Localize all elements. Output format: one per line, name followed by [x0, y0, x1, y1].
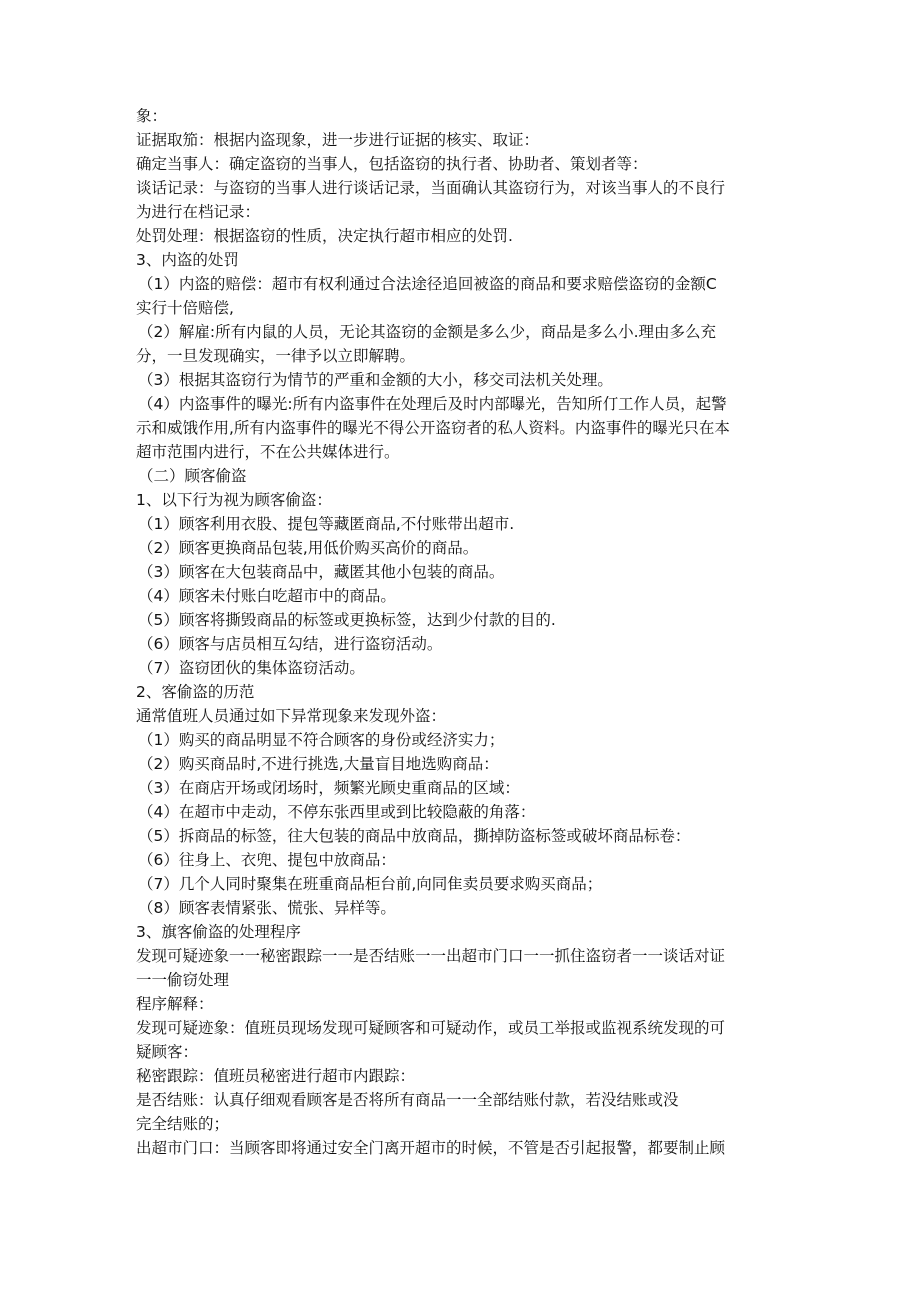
section-heading: 3、旗客偷盗的处理程序 — [136, 923, 301, 941]
list-item: （4）顾客未付账白吃超市中的商品。 — [138, 587, 396, 605]
text-line: 实行十倍赔偿, — [136, 299, 234, 317]
list-item: （5）拆商品的标签，往大包装的商品中放商品，撕掉防盗标签或破坏商品标卷： — [138, 827, 691, 845]
text-line: 是否结账：认真仔细观看顾客是否将所有商品一一全部结账付款，若没结账或没 — [136, 1091, 679, 1109]
list-item: （4）在超市中走动，不停东张西里或到比较隐蔽的角落： — [138, 803, 536, 821]
list-item: （2）购买商品时,不进行挑选,大量盲目地选购商品： — [138, 755, 499, 773]
text-line: 一一偷窃处理 — [136, 971, 230, 989]
text-line: 疑顾客： — [136, 1043, 199, 1061]
text-line: 分，一旦发现确实，一律予以立即解聘。 — [136, 347, 416, 365]
list-item: （2）顾客更换商品包装,用低价购买高价的商品。 — [138, 539, 479, 557]
list-item: （1）内盗的赔偿：超市有权利通过合法途径追回被盗的商品和要求赔偿盗窃的金额C — [138, 275, 717, 293]
text-line: 证据取笳：根据内盗现象，进一步进行证据的核实、取证： — [136, 131, 540, 149]
document-body — [136, 104, 796, 1160]
list-item: （1）购买的商品明显不符合顾客的身份或经济实力； — [138, 731, 505, 749]
list-item: （6）往身上、衣兜、提包中放商品： — [138, 851, 396, 869]
text-line: 谈话记录：与盗窃的当事人进行谈话记录，当面确认其盗窃行为，对该当事人的不良行 — [136, 179, 726, 197]
list-item: （3）顾客在大包装商品中，藏匿其他小包装的商品。 — [138, 563, 505, 581]
list-item: （4）内盗事件的曝光:所有内盗事件在处理后及时内部曝光，告知所仃工作人员，起警 — [138, 395, 727, 413]
list-item: （3）根据其盗窃行为情节的严重和金额的大小，移交司法机关处理。 — [138, 371, 613, 389]
list-item: （6）顾客与店员相互勾结，进行盗窃活动。 — [138, 635, 443, 653]
text-line: 处罚处理：根据盗窃的性质，决定执行超市相应的处罚. — [136, 227, 513, 245]
list-item: （2）解雇:所有内鼠的人员，无论其盗窃的金额是多么少，商品是多么小.理由多么充 — [138, 323, 717, 341]
text-line: 为进行在档记录： — [136, 203, 261, 221]
text-line: 程序解释： — [136, 995, 214, 1013]
text-line: 示和威饿作用,所有内盗事件的曝光不得公开盗窃者的私人资料。内盗事件的曝光只在本 — [136, 419, 730, 437]
list-item: （7）几个人同时聚集在班重商品柜台前,向同隹卖员要求购买商品； — [138, 875, 603, 893]
text-line: 象： — [136, 107, 168, 125]
section-heading: （二）顾客偷盗 — [138, 467, 247, 485]
list-item: （1）顾客利用衣股、提包等藏匿商品,不付账带出超市. — [138, 515, 515, 533]
section-heading: 1、以下行为视为顾客偷盗： — [136, 491, 332, 509]
list-item: （5）顾客将撕毁商品的标签或更换标签，达到少付款的目的. — [138, 611, 556, 629]
section-heading: 3、内盗的处罚 — [136, 251, 239, 269]
text-line: 发现可疑迹象：值班员现场发现可疑顾客和可疑动作，或员工举报或监视系统发现的可 — [136, 1019, 726, 1037]
list-item: （3）在商店开场或闭场时，频繁光顾史重商品的区域： — [138, 779, 520, 797]
text-line: 通常值班人员通过如下异常现象来发现外盗： — [136, 707, 447, 725]
text-line: 确定当事人：确定盗窃的当事人，包括盗窃的执行者、协助者、策划者等： — [136, 155, 648, 173]
section-heading: 2、客偷盗的历范 — [136, 683, 255, 701]
text-line: 发现可疑迹象一一秘密跟踪一一是否结账一一出超市门口一一抓住盗窃者一一谈话对证 — [136, 947, 726, 965]
text-line: 完全结账的； — [136, 1115, 230, 1133]
text-line: 秘密跟踪：值班员秘密进行超市内跟踪： — [136, 1067, 416, 1085]
text-line: 超市范围内进行，不在公共媒体进行。 — [136, 443, 400, 461]
list-item: （7）盗窃团伙的集体盗窃活动。 — [138, 659, 365, 677]
text-line: 出超市门口：当顾客即将通过安全门离开超市的时候，不管是否引起报警，都要制止顾 — [136, 1139, 726, 1157]
list-item: （8）顾客表情紧张、慌张、异样等。 — [138, 899, 396, 917]
